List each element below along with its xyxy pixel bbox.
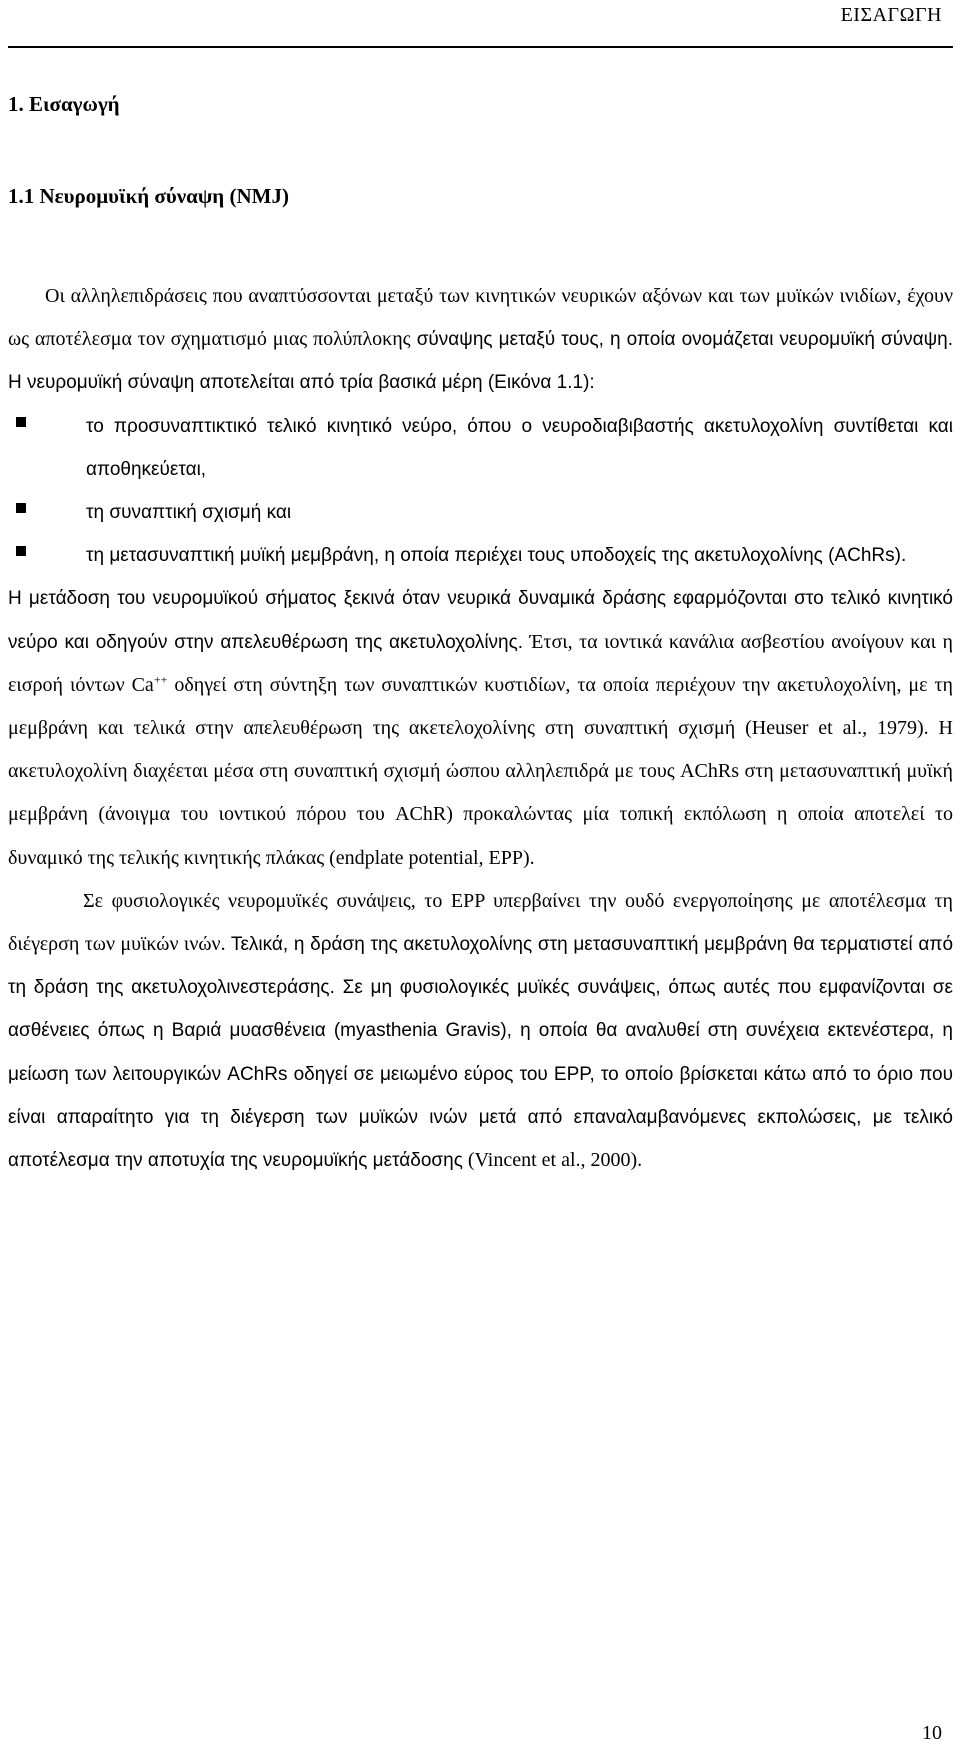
citation-text: (Vincent et al., 2000). bbox=[462, 1149, 643, 1172]
calcium-charge-superscript: ++ bbox=[153, 672, 168, 687]
intro-text-sans: σύναψης μεταξύ τους, η οποία ονομάζεται νευρομυϊκή σύναψη. Η νευρομυϊκή σύναψη αποτελείται από τρία βασικά μέρη (Εικόνα 1.1): bbox=[8, 329, 953, 394]
body-text bbox=[8, 275, 953, 1182]
list-item-text: τη συναπτική σχισμή και bbox=[86, 502, 292, 524]
physiology-text-serif: Σε φυσιολογικές νευρομυϊκές συνάψεις, το EPP υπερβαίνει την ουδό ενεργοποίησης με αποτέλεσμα τη διέγερση των μυϊκών ινών. bbox=[8, 889, 953, 956]
page-number: 10 bbox=[922, 1722, 942, 1744]
list-item bbox=[86, 534, 953, 577]
transmission-text-serif: Έτσι, τα ιοντικά κανάλια ασβεστίου ανοίγουν και η εισροή ιόντων Ca bbox=[8, 630, 953, 696]
physiology-paragraph bbox=[8, 880, 953, 1182]
physiology-text-sans: Τελικά, η δράση της ακετυλοχολίνης στη μετασυναπτική μεμβράνη θα τερματιστεί από τη δράση της ακετυλοχολινεστεράσης. Σε μη φυσιολογικές μυϊκές συνάψεις, όπως αυτές που εμφανίζονται σε ασθένειες όπως η Βαριά μυασθένεια (myasthenia Gravis), η οποία θα αναλυθεί στη συνέχεια εκτενέστερα, η μείωση των λειτουργικών AChRs οδηγεί σε μειωμένο εύρος του EPP, το οποίο βρίσκεται κάτω από το όριο που είναι απαραίτητο για τη διέγερση των μυϊκών ινών μετά από επαναλαμβανόμενες εκπολώσεις, με τελικό αποτέλεσμα την αποτυχία της νευρομυϊκής μετάδοσης bbox=[8, 934, 954, 1172]
running-header: ΕΙΣΑΓΩΓΗ bbox=[840, 4, 942, 26]
header-divider bbox=[8, 46, 953, 48]
transmission-text-sans: Η μετάδοση του νευρομυϊκού σήματος ξεκινά όταν νευρικά δυναμικά δράσης εφαρμόζονται στο τελικό κινητικό νεύρο και οδηγούν στην απελευθέρωση της ακετυλοχολίνης. bbox=[8, 588, 953, 653]
intro-paragraph bbox=[8, 275, 953, 405]
synapse-parts-list bbox=[8, 405, 953, 578]
transmission-text-serif-cont: οδηγεί στη σύντηξη των συναπτικών κυστιδίων, τα οποία περιέχουν την ακετυλοχολίνη, με τη μεμβράνη και τελικά στην απελευθέρωση της ακετελοχολίνης στη συναπτική σχισμή (Heuser et al., 1979). Η ακετυλοχολίνη διαχέεται μέσα στη συναπτική σχισμή ώσπου αλληλεπιδρά με τους AChRs στη μετασυναπτική μυϊκή μεμβράνη (άνοιγμα του ιοντικού πόρου του AChR) προκαλώντας μία τοπική εκπόλωση η οποία αποτελεί το δυναμικό της τελικής κινητικής πλάκας (endplate potential, EPP). bbox=[8, 673, 953, 869]
list-item bbox=[86, 405, 953, 491]
list-item bbox=[86, 491, 953, 534]
list-item-text: το προσυναπτικτικό τελικό κινητικό νεύρο, όπου ο νευροδιαβιβαστής ακετυλοχολίνη συντίθεται και αποθηκεύεται, bbox=[86, 415, 953, 480]
chapter-title: 1. Εισαγωγή bbox=[8, 92, 120, 116]
section-title: 1.1 Νευρομυϊκή σύναψη (NMJ) bbox=[8, 184, 289, 208]
square-bullet-icon bbox=[16, 546, 26, 556]
square-bullet-icon bbox=[16, 503, 26, 513]
intro-text-serif: Οι αλληλεπιδράσεις που αναπτύσσονται μεταξύ των κινητικών νευρικών αξόνων και των μυϊκών ινιδίων, έχουν ως αποτέλεσμα τον σχηματισμό μιας πολύπλοκης bbox=[8, 285, 953, 351]
transmission-paragraph bbox=[8, 577, 953, 879]
list-item-text: τη μετασυναπτική μυϊκή μεμβράνη, η οποία περιέχει τους υποδοχείς της ακετυλοχολίνης (AChRs). bbox=[86, 545, 907, 567]
square-bullet-icon bbox=[16, 417, 26, 427]
